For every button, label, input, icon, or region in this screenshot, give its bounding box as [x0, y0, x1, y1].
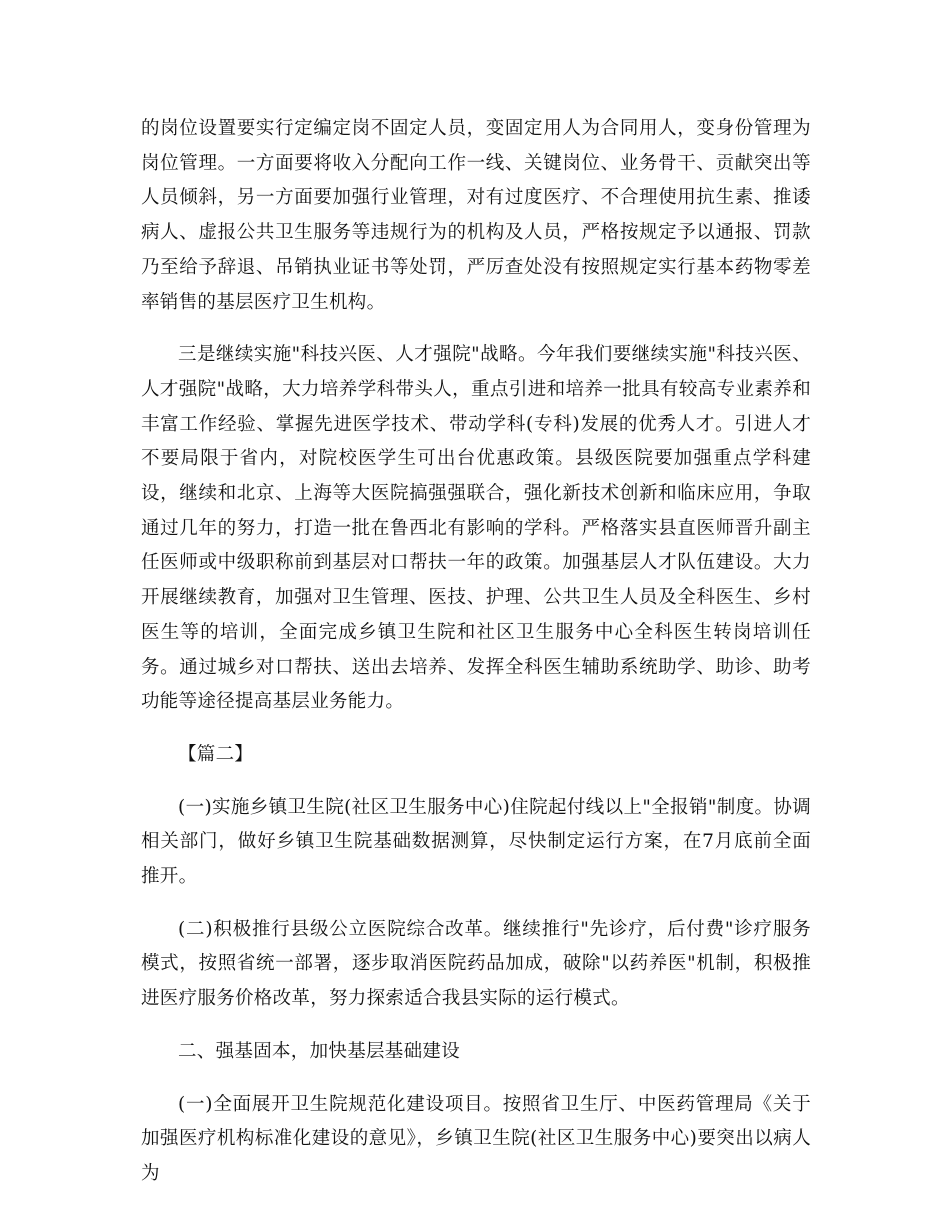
section-heading-grassroots: 二、强基固本，加快基层基础建设	[178, 1040, 461, 1062]
paragraph-continuation: 的岗位设置要实行定编定岗不固定人员，变固定用人为合同用人，变身份管理为岗位管理。一方面要将收入分配向工作一线、关键岗位、业务骨干、贡献突出等人员倾斜，另一方面要加强行业管理，对有过度医疗、不合理使用抗生素、推诿病人、虚报公共卫生服务等违规行为的机构及人员，严格按规定予以通报、罚款乃至给予辞退、吊销执业证书等处罚，严厉查处没有按照规定实行基本药物零差率销售的基层医疗卫生机构。	[141, 118, 811, 313]
paragraph-talent-strategy: 三是继续实施"科技兴医、人才强院"战略。今年我们要继续实施"科技兴医、人才强院"战略，大力培养学科带头人，重点引进和培养一批具有较高专业素养和丰富工作经验、掌握先进医学技术、带动学科(专科)发展的优秀人才。引进人才不要局限于省内，对院校医学生可出台优惠政策。县级医院要加强重点学科建设，继续和北京、上海等大医院搞强强联合，强化新技术创新和临床应用，争取通过几年的努力，打造一批在鲁西北有影响的学科。严格落实县直医师晋升副主任医师或中级职称前到基层对口帮扶一年的政策。加强基层人才队伍建设。大力开展继续教育，加强对卫生管理、医技、护理、公共卫生人员及全科医生、乡村医生等的培训，全面完成乡镇卫生院和社区卫生服务中心全科医生转岗培训任务。通过城乡对口帮扶、送出去培养、发挥全科医生辅助系统助学、助诊、助考功能等途径提高基层业务能力。	[141, 344, 811, 713]
paragraph-item-one: (一)实施乡镇卫生院(社区卫生服务中心)住院起付线以上"全报销"制度。协调相关部门，做好乡镇卫生院基础数据测算，尽快制定运行方案，在7月底前全面推开。	[141, 796, 811, 888]
paragraph-item-two: (二)积极推行县级公立医院综合改革。继续推行"先诊疗，后付费"诊疗服务模式，按照省统一部署，逐步取消医院药品加成，破除"以药养医"机制，积极推进医疗服务价格改革，努力探索适合我县实际的运行模式。	[141, 918, 811, 1010]
paragraph-standardization: (一)全面展开卫生院规范化建设项目。按照省卫生厅、中医药管理局《关于加强医疗机构标准化建设的意见》，乡镇卫生院(社区卫生服务中心)要突出以病人为	[141, 1093, 811, 1184]
section-heading-part-two: 【篇二】	[178, 743, 254, 765]
document-body	[141, 112, 811, 1210]
